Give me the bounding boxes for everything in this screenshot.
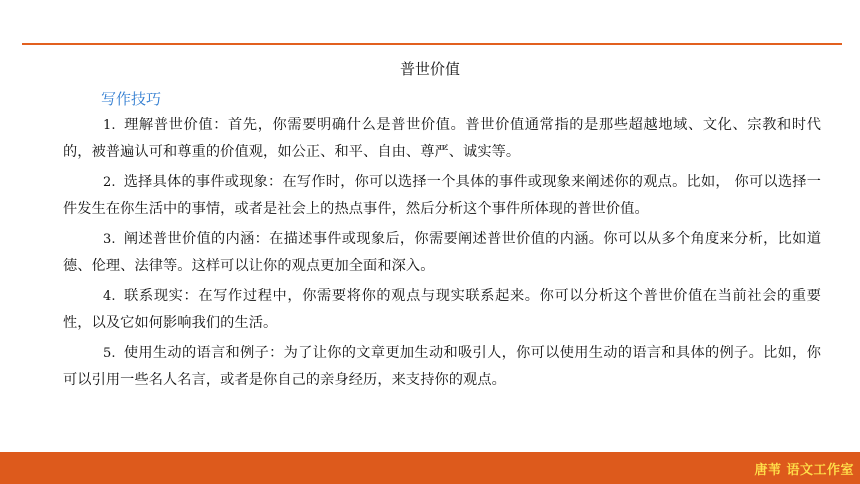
paragraph-4 xyxy=(63,283,821,337)
paragraph-number: 1. xyxy=(103,118,116,133)
paragraph-1 xyxy=(63,112,821,166)
paragraph-number: 2. xyxy=(103,175,116,190)
paragraph-text: 理解普世价值：首先，你需要明确什么是普世价值。普世价值通常指的是那些超越地域、文化、宗教和时代的，被普遍认可和尊重的价值观，如公正、和平、自由、尊严、诚实等。 xyxy=(63,117,821,160)
paragraph-3 xyxy=(63,226,821,280)
page-title: 普世价值 xyxy=(399,60,460,78)
paragraph-number: 3. xyxy=(103,232,116,247)
paragraph-text: 使用生动的语言和例子：为了让你的文章更加生动和吸引人，你可以使用生动的语言和具体的例子。比如，你可以引用一些名人名言，或者是你自己的亲身经历，来支持你的观点。 xyxy=(63,345,821,388)
paragraph-number: 5. xyxy=(103,346,116,361)
paragraph-text: 选择具体的事件或现象：在写作时，你可以选择一个具体的事件或现象来阐述你的观点。比如， 你可以选择一件发生在你生活中的事情，或者是社会上的热点事件，然后分析这个事件所体现的普世价值。 xyxy=(63,174,821,217)
paragraph-text: 联系现实：在写作过程中，你需要将你的观点与现实联系起来。你可以分析这个普世价值在当前社会的重要性，以及它如何影响我们的生活。 xyxy=(63,288,821,331)
paragraph-text: 阐述普世价值的内涵：在描述事件或现象后，你需要阐述普世价值的内涵。你可以从多个角度来分析，比如道德、伦理、法律等。这样可以让你的观点更加全面和深入。 xyxy=(63,231,821,274)
section-label: 写作技巧 xyxy=(101,90,162,108)
top-divider xyxy=(22,43,842,45)
content-body xyxy=(63,112,821,397)
paragraph-5 xyxy=(63,340,821,394)
paragraph-2 xyxy=(63,169,821,223)
footer-bar xyxy=(0,452,860,484)
brand-label: 唐苇 语文工作室 xyxy=(754,463,854,478)
paragraph-number: 4. xyxy=(103,289,116,304)
